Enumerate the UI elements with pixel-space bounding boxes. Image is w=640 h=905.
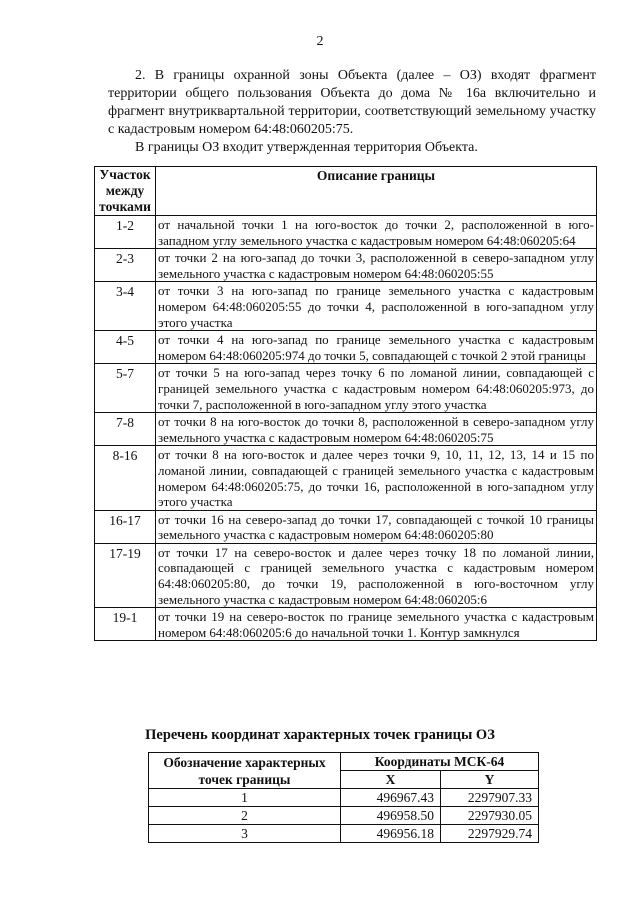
y-cell: 2297907.33 bbox=[441, 789, 539, 807]
segment-cell: 2-3 bbox=[95, 249, 156, 282]
coordinates-table bbox=[148, 752, 539, 843]
description-cell: от точки 16 на северо-запад до точки 17, совпадающей с точкой 10 границы земельного участка с кадастровым номером 64:48:060205:80 bbox=[156, 510, 597, 543]
x-column-header: X bbox=[341, 771, 441, 789]
x-cell: 496956.18 bbox=[341, 825, 441, 843]
table-row bbox=[95, 446, 597, 510]
point-cell: 1 bbox=[149, 789, 341, 807]
point-cell: 2 bbox=[149, 807, 341, 825]
table-row bbox=[95, 608, 597, 641]
point-column-header: Обозначение характерных точек границы bbox=[149, 753, 341, 789]
description-cell: от точки 2 на юго-запад до точки 3, расположенной в северо-западном углу земельного участка с кадастровым номером 64:48:060205:55 bbox=[156, 249, 597, 282]
description-column-header: Описание границы bbox=[156, 167, 597, 216]
approved-territory-paragraph: В границы ОЗ входит утвержденная территория Объекта. bbox=[135, 140, 478, 155]
boundary-table-header bbox=[95, 167, 597, 216]
table-row bbox=[149, 825, 539, 843]
table-row bbox=[149, 789, 539, 807]
description-cell: от точки 8 на юго-восток и далее через точки 9, 10, 11, 12, 13, 14 и 15 по ломаной линии, совпадающей с границей земельного участка с кадастровым номером 64:48:060205:75, до точки 16, расположенной в юго-западном углу этого участка bbox=[156, 446, 597, 510]
intro-paragraph: 2. В границы охранной зоны Объекта (далее – ОЗ) входят фрагмент территории общего пользования Объекта до дома № 16а включительно и фрагмент внутриквартальной территории, соответствующий земельному участку с кадастровым номером 64:48:060205:75. bbox=[108, 68, 596, 137]
table-row bbox=[95, 331, 597, 364]
description-cell: от точки 19 на северо-восток по границе земельного участка с кадастровым номером 64:48:060205:6 до начальной точки 1. Контур замкнулся bbox=[156, 608, 597, 641]
coordinate-system-header: Координаты МСК-64 bbox=[341, 753, 539, 771]
x-cell: 496958.50 bbox=[341, 807, 441, 825]
coordinates-title: Перечень координат характерных точек границы ОЗ bbox=[145, 727, 495, 743]
segment-column-header: Участок между точками bbox=[95, 167, 156, 216]
y-cell: 2297929.74 bbox=[441, 825, 539, 843]
segment-cell: 8-16 bbox=[95, 446, 156, 510]
x-cell: 496967.43 bbox=[341, 789, 441, 807]
description-cell: от точки 8 на юго-восток до точки 8, расположенной в северо-западном углу земельного участка с кадастровым номером 64:48:060205:75 bbox=[156, 413, 597, 446]
segment-cell: 16-17 bbox=[95, 510, 156, 543]
segment-cell: 5-7 bbox=[95, 364, 156, 413]
table-row bbox=[149, 807, 539, 825]
table-row bbox=[95, 216, 597, 249]
segment-cell: 17-19 bbox=[95, 543, 156, 607]
table-row bbox=[95, 413, 597, 446]
segment-cell: 3-4 bbox=[95, 282, 156, 331]
segment-cell: 7-8 bbox=[95, 413, 156, 446]
segment-cell: 1-2 bbox=[95, 216, 156, 249]
page-number: 2 bbox=[316, 34, 324, 49]
y-column-header: Y bbox=[441, 771, 539, 789]
segment-cell: 19-1 bbox=[95, 608, 156, 641]
table-row bbox=[95, 282, 597, 331]
description-cell: от точки 5 на юго-запад через точку 6 по ломаной линии, совпадающей с границей земельного участка с кадастровым номером 64:48:060205:973, до точки 7, расположенной в юго-западном углу этого участка bbox=[156, 364, 597, 413]
description-cell: от точки 17 на северо-восток и далее через точку 18 по ломаной линии, совпадающей с границей земельного участка с кадастровым номером 64:48:060205:80, до точки 19, расположенной в юго-восточном углу земельного участка с кадастровым номером 64:48:060205:6 bbox=[156, 543, 597, 607]
table-row bbox=[95, 249, 597, 282]
segment-cell: 4-5 bbox=[95, 331, 156, 364]
y-cell: 2297930.05 bbox=[441, 807, 539, 825]
point-cell: 3 bbox=[149, 825, 341, 843]
description-cell: от начальной точки 1 на юго-восток до точки 2, расположенной в юго-западном углу земельного участка с кадастровым номером 64:48:060205:64 bbox=[156, 216, 597, 249]
table-row bbox=[95, 543, 597, 607]
description-cell: от точки 3 на юго-запад по границе земельного участка с кадастровым номером 64:48:060205:55 до точки 4, расположенной в юго-западном углу этого участка bbox=[156, 282, 597, 331]
table-row bbox=[95, 510, 597, 543]
boundary-description-table bbox=[94, 166, 597, 641]
description-cell: от точки 4 на юго-запад по границе земельного участка с кадастровым номером 64:48:060205:974 до точки 5, совпадающей с точкой 2 этой границы bbox=[156, 331, 597, 364]
table-row bbox=[95, 364, 597, 413]
